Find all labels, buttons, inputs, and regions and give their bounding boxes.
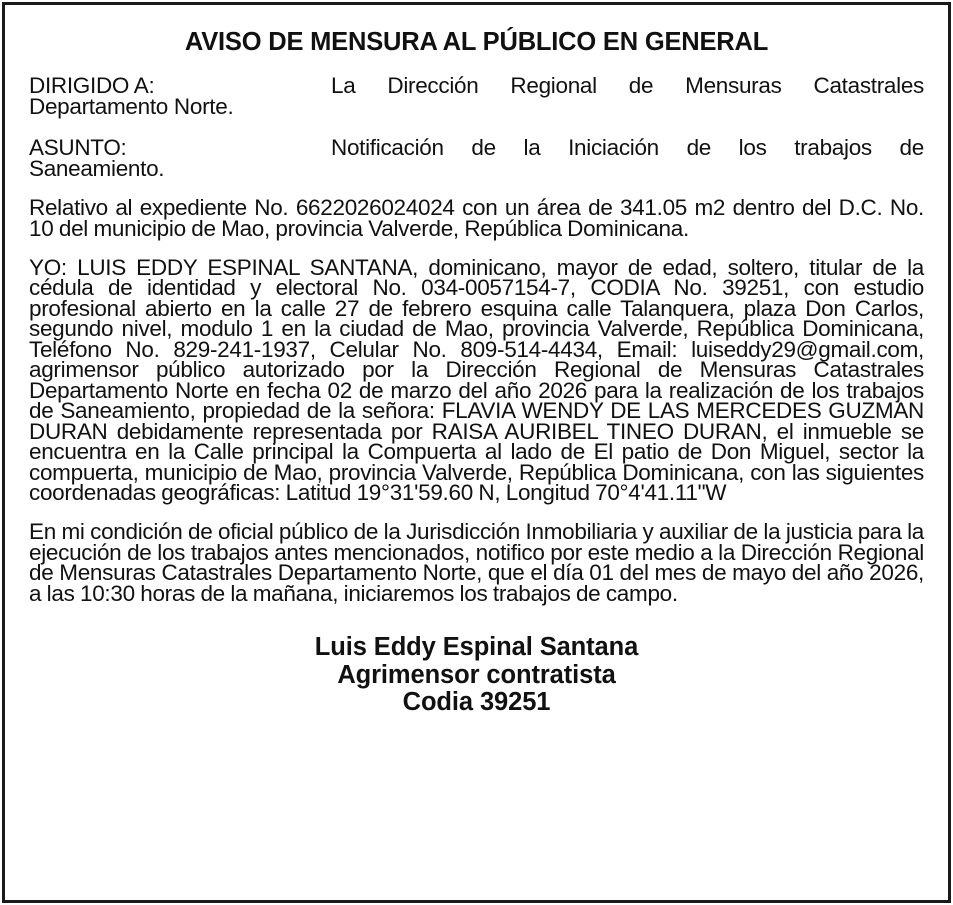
asunto-block bbox=[29, 134, 924, 181]
asunto-label: ASUNTO: bbox=[29, 134, 127, 160]
dirigido-block bbox=[29, 75, 924, 117]
dirigido-value-line1: La Dirección Regional de Mensuras Catastrales bbox=[331, 73, 924, 98]
yo-paragraph: YO: LUIS EDDY ESPINAL SANTANA, dominicano, mayor de edad, soltero, titular de la cédula de identidad y electoral No. 034-0057154-7, CODIA No. 39251, con estudio profesional abierto en la calle 27 de febrero esquina calle Talanquera, plaza Don Carlos, segundo nivel, modulo 1 en la ciudad de Mao, provincia Valverde, República Dominicana, Teléfono No. 829-241-1937, Celular No. 809-514-4434, Email: luiseddy29@gmail.com, agrimensor público autorizado por la Dirección Regional de Mensuras Catastrales Departamento Norte en fecha 02 de marzo del año 2026 para la realización de los trabajos de Saneamiento, propiedad de la señora: FLAVIA WENDY DE LAS MERCEDES GUZMAN DURAN debidamente representada por RAISA AURIBEL TINEO DURAN, el inmueble se encuentra en la Calle principal la Compuerta al lado de El patio de Don Miguel, sector la compuerta, municipio de Mao, provincia Valverde, República Dominicana, con las siguientes coordenadas geográficas: Latitud 19°31'59.60 N, Longitud 70°4'41.11"W bbox=[29, 254, 924, 505]
dirigido-value-line2: Departamento Norte. bbox=[29, 94, 234, 119]
notice-frame bbox=[2, 2, 951, 903]
asunto-value-line2: Saneamiento. bbox=[29, 155, 165, 181]
signature-role: Agrimensor contratista bbox=[337, 660, 616, 689]
notice-body bbox=[29, 27, 924, 717]
asunto-value-line1: Notificación de la Iniciación de los trabajos de bbox=[331, 134, 924, 160]
signature-codia: Codia 39251 bbox=[402, 688, 551, 716]
notice-title: AVISO DE MENSURA AL PÚBLICO EN GENERAL bbox=[184, 28, 769, 56]
condicion-paragraph: En mi condición de oficial público de la Jurisdicción Inmobiliaria y auxiliar de la justicia para la ejecución de los trabajos antes mencionados, notifico por este medio a la Dirección Regional de Mensuras Catastrales Departamento Norte, que el día 01 del mes de mayo del año 2026, a las 10:30 horas de la mañana, iniciaremos los trabajos de campo. bbox=[29, 519, 924, 606]
signature-block bbox=[29, 634, 924, 717]
dirigido-label: DIRIGIDO A: bbox=[29, 73, 155, 98]
relativo-paragraph: Relativo al expediente No. 6622026024024 con un área de 341.05 m2 dentro del D.C. No. 10 del municipio de Mao, provincia Valverde, República Dominicana. bbox=[29, 195, 924, 241]
signature-name: Luis Eddy Espinal Santana bbox=[314, 633, 639, 661]
